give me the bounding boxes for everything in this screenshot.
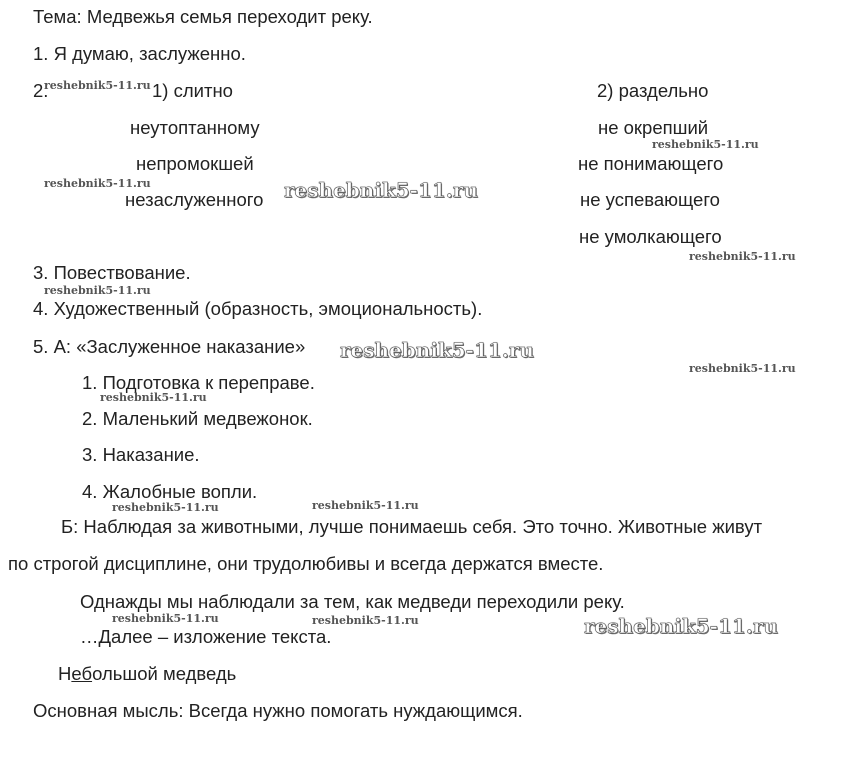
col2-item: не умолкающего	[579, 226, 722, 247]
word-prefix: Н	[58, 663, 72, 684]
watermark: reshebnik5-11.ru	[284, 178, 478, 202]
part-b-line: Однажды мы наблюдали за тем, как медведи переходили реку.	[80, 591, 625, 612]
watermark: reshebnik5-11.ru	[112, 612, 219, 625]
answer-4: 4. Художественный (образность, эмоциональность).	[33, 298, 483, 319]
col1-item: незаслуженного	[125, 189, 264, 210]
answer-3: 3. Повествование.	[33, 262, 191, 283]
col2-item: не понимающего	[578, 153, 724, 174]
col1-item: непромокшей	[136, 153, 254, 174]
watermark: reshebnik5-11.ru	[584, 614, 778, 638]
col1-header: 1) слитно	[152, 80, 233, 101]
word-underlined-part: еб	[71, 663, 93, 684]
col1-item: неутоптанному	[130, 117, 260, 138]
word-rest: ольшой медведь	[92, 663, 237, 684]
part-b-line: Б: Наблюдая за животными, лучше понимаешь себя. Это точно. Животные живут	[61, 516, 763, 537]
watermark: reshebnik5-11.ru	[100, 391, 207, 404]
plan-item: 1. Подготовка к переправе.	[82, 372, 315, 393]
watermark: reshebnik5-11.ru	[312, 614, 419, 627]
analyzed-word	[58, 663, 236, 685]
watermark: reshebnik5-11.ru	[44, 284, 151, 297]
watermark: reshebnik5-11.ru	[689, 250, 796, 263]
watermark: reshebnik5-11.ru	[112, 501, 219, 514]
plan-item: 2. Маленький медвежонок.	[82, 408, 313, 429]
watermark: reshebnik5-11.ru	[689, 362, 796, 375]
col2-item: не успевающего	[580, 189, 720, 210]
answer-1: 1. Я думаю, заслуженно.	[33, 43, 246, 64]
plan-item: 3. Наказание.	[82, 444, 200, 465]
watermark: reshebnik5-11.ru	[44, 177, 151, 190]
watermark: reshebnik5-11.ru	[340, 338, 534, 362]
watermark: reshebnik5-11.ru	[44, 79, 151, 92]
col2-item: не окрепший	[598, 117, 709, 138]
watermark: reshebnik5-11.ru	[652, 138, 759, 151]
part-b-line: по строгой дисциплине, они трудолюбивы и всегда держатся вместе.	[8, 553, 604, 574]
part-b-line: …Далее – изложение текста.	[80, 626, 332, 647]
col2-header: 2) раздельно	[597, 80, 709, 101]
theme-line: Тема: Медвежья семья переходит реку.	[33, 6, 373, 27]
plan-item: 4. Жалобные вопли.	[82, 481, 258, 502]
watermark: reshebnik5-11.ru	[312, 499, 419, 512]
answer-2-number: 2.	[33, 80, 49, 101]
answer-5-title: 5. А: «Заслуженное наказание»	[33, 336, 306, 357]
main-idea: Основная мысль: Всегда нужно помогать нуждающимся.	[33, 700, 523, 721]
